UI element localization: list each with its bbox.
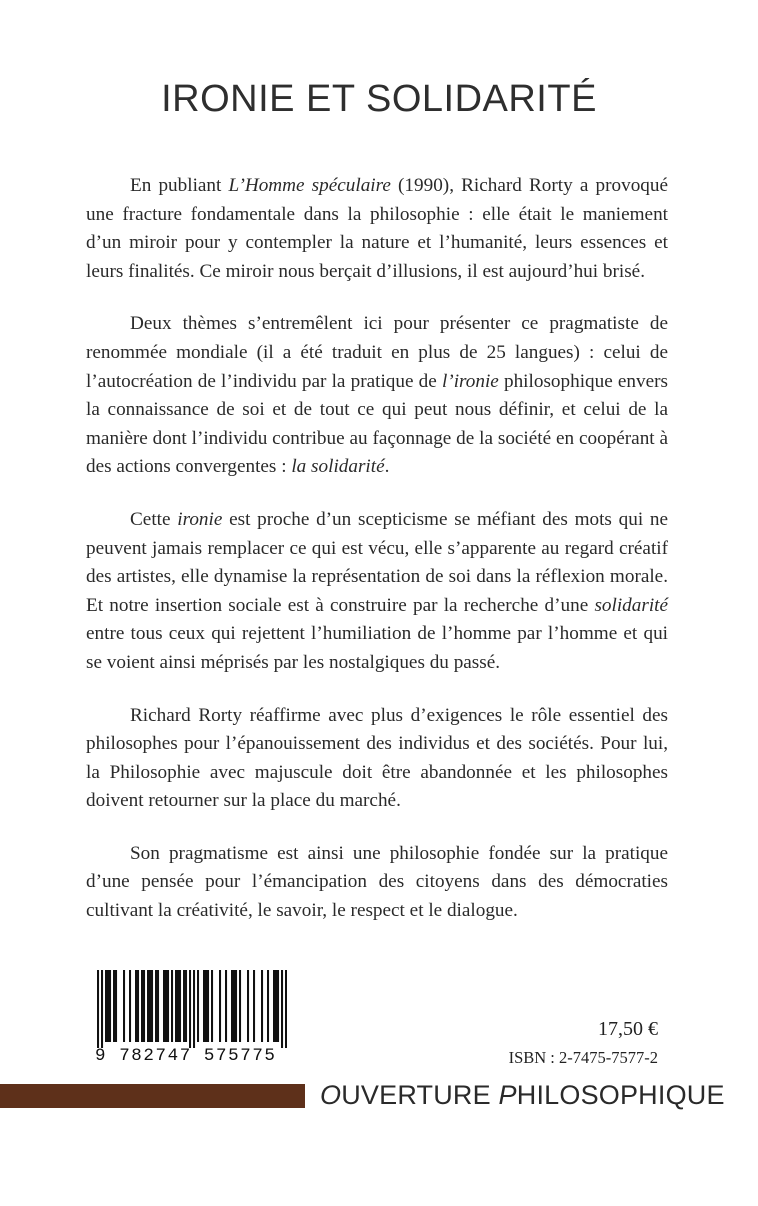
barcode-bar bbox=[137, 970, 139, 1042]
barcode-bar bbox=[247, 970, 249, 1042]
barcode-bar bbox=[275, 970, 277, 1042]
barcode-bar bbox=[261, 970, 263, 1042]
paragraph-4: Richard Rorty réaffirme avec plus d’exigences le rôle essentiel des philosophes pour l’épanouissement des individus et des sociétés. Pour lui, la Philosophie avec majuscule doit être abandonnée et les philosophes doivent retourner sur la place du marché. bbox=[86, 704, 668, 812]
barcode-bar bbox=[225, 970, 227, 1042]
isbn: ISBN : 2-7475-7577-2 bbox=[508, 1048, 658, 1067]
barcode-bar bbox=[193, 970, 195, 1048]
barcode-bar bbox=[115, 970, 117, 1042]
barcode-bar bbox=[189, 970, 191, 1048]
barcode-bar bbox=[141, 970, 143, 1042]
barcode-bar bbox=[147, 970, 149, 1042]
series-name: OUVERTURE PHILOSOPHIQUE bbox=[320, 1080, 725, 1110]
barcode-bar bbox=[163, 970, 165, 1042]
barcode-bar bbox=[179, 970, 181, 1042]
barcode-bar bbox=[105, 970, 107, 1042]
barcode-bar bbox=[235, 970, 237, 1042]
barcode-bar bbox=[151, 970, 153, 1042]
barcode-bar bbox=[205, 970, 207, 1042]
barcode-bar bbox=[155, 970, 157, 1042]
barcode-bar bbox=[123, 970, 125, 1042]
book-title: IRONIE ET SOLIDARITÉ bbox=[161, 78, 597, 120]
barcode-bar bbox=[109, 970, 111, 1042]
barcode bbox=[97, 970, 287, 1048]
barcode-bar bbox=[97, 970, 99, 1048]
barcode-bar bbox=[149, 970, 151, 1042]
barcode-bar bbox=[207, 970, 209, 1042]
barcode-number: 9 782747 575775 bbox=[95, 1046, 277, 1066]
barcode-bar bbox=[165, 970, 167, 1042]
barcode-bar bbox=[285, 970, 287, 1048]
paragraph-5: Son pragmatisme est ainsi une philosophie fondée sur la pratique d’une pensée pour l’émancipation des citoyens dans des démocraties cultivant la créativité, le savoir, le respect et le dialogue. bbox=[86, 842, 668, 922]
barcode-bar bbox=[233, 970, 235, 1042]
barcode-bar bbox=[219, 970, 221, 1042]
barcode-bar bbox=[101, 970, 103, 1048]
back-cover-text bbox=[86, 172, 668, 950]
series-band bbox=[0, 1084, 305, 1108]
barcode-bar bbox=[253, 970, 255, 1042]
barcode-bar bbox=[281, 970, 283, 1048]
price: 17,50 € bbox=[598, 1018, 658, 1040]
barcode-bar bbox=[197, 970, 199, 1042]
barcode-bar bbox=[107, 970, 109, 1042]
barcode-bar bbox=[277, 970, 279, 1042]
barcode-bar bbox=[239, 970, 241, 1042]
barcode-bar bbox=[177, 970, 179, 1042]
barcode-bar bbox=[183, 970, 185, 1042]
barcode-bar bbox=[167, 970, 169, 1042]
barcode-bar bbox=[185, 970, 187, 1042]
paragraph-1: En publiant L’Homme spéculaire (1990), Richard Rorty a provoqué une fracture fondamentale dans la philosophie : elle était le maniement d’un miroir pour y contempler la nature et l’humanité, leurs essences et leurs finalités. Ce miroir nous berçait d’illusions, il est aujourd’hui brisé. bbox=[86, 175, 668, 282]
barcode-bar bbox=[113, 970, 115, 1042]
paragraph-2: Deux thèmes s’entremêlent ici pour présenter ce pragmatiste de renommée mondiale (il a été traduit en plus de 25 langues) : celui de l’autocréation de l’individu par la pratique de l’ironie philosophique envers la connaissance de soi et de tout ce qui peut nous définir, et celui de la manière dont l’individu contribue au façonnage de la société en coopérant à des actions convergentes : la solidarité. bbox=[86, 313, 668, 478]
barcode-bar bbox=[175, 970, 177, 1042]
barcode-bar bbox=[273, 970, 275, 1042]
barcode-bar bbox=[171, 970, 173, 1042]
barcode-bar bbox=[129, 970, 131, 1042]
barcode-bar bbox=[203, 970, 205, 1042]
barcode-bar bbox=[267, 970, 269, 1042]
barcode-bar bbox=[143, 970, 145, 1042]
barcode-bar bbox=[135, 970, 137, 1042]
barcode-bar bbox=[211, 970, 213, 1042]
barcode-bar bbox=[231, 970, 233, 1042]
barcode-bar bbox=[157, 970, 159, 1042]
paragraph-3: Cette ironie est proche d’un scepticisme se méfiant des mots qui ne peuvent jamais remplacer ce qui est vécu, elle s’apparente au regard créatif des artistes, elle dynamise la représentation de soi dans la réflexion morale. Et notre insertion sociale est à construire par la recherche d’une solidarité entre tous ceux qui rejettent l’humiliation de l’homme par l’homme et qui se voient ainsi méprisés par les nostalgiques du passé. bbox=[86, 508, 668, 673]
